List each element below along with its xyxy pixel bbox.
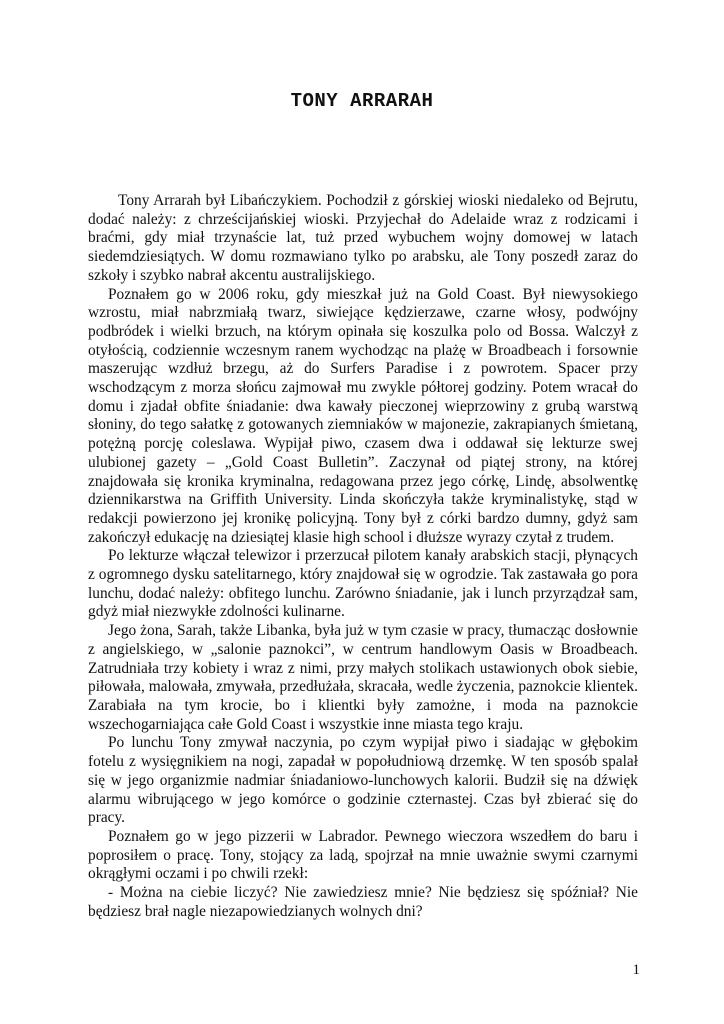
paragraph: Po lunchu Tony zmywał naczynia, po czym wypijał piwo i siadając w głębokim fotelu z wysięgnikiem na nogi, zapadał w popołudniową drzemkę. W ten sposób spalał się w jego organizmie nadmiar śniadaniowo-lunchowych kalorii. Budził się na dźwięk alarmu wibrującego w jego komórce o godzinie czternastej. Czas był zbierać się do pracy. [88, 734, 638, 827]
paragraph: - Można na ciebie liczyć? Nie zawiedziesz mnie? Nie będziesz się spóźniał? Nie będziesz brał nagle niezapowiedzianych wolnych dni? [88, 884, 638, 920]
paragraph: Poznałem go w jego pizzerii w Labrador. Pewnego wieczora wszedłem do baru i poprosiłem o pracę. Tony, stojący za ladą, spojrzał na mnie uważnie swymi czarnymi okrągłymi oczami i po chwili rzekł: [88, 827, 638, 883]
paragraph: Po lekturze włączał telewizor i przerzucał pilotem kanały arabskich stacji, płynących z ogromnego dysku satelitarnego, który znajdował się w ogrodzie. Tak zastawała go pora lunchu, dodać należy: obfitego lunchu. Zarówno śniadanie, jak i lunch przyrządzał sam, gdyż miał niezwykłe zdolności kulinarne. [88, 547, 638, 621]
page-number: 1 [632, 962, 640, 978]
paragraph: Jego żona, Sarah, także Libanka, była już w tym czasie w pracy, tłumacząc dosłownie z angielskiego, w „salonie paznokci”, w centrum handlowym Oasis w Broadbeach. Zatrudniała trzy kobiety i wraz z nimi, przy małych stolikach ustawionych obok siebie, piłowała, malowała, zmywała, przedłużała, skracała, wedle życzenia, paznokcie klientek. Zarabiała na tym krocie, bo i klientki były zamożne, i moda na paznokcie wszechogarniająca całe Gold Coast i wszystkie inne miasta tego kraju. [88, 622, 638, 733]
paragraph: Poznałem go w 2006 roku, gdy mieszkał już na Gold Coast. Był niewysokiego wzrostu, miał nabrzmiałą twarz, siwiejące kędzierzawe, czarne włosy, podwójny podbródek i wielki brzuch, na którym opinała się koszulka polo od Bossa. Walczył z otyłością, codziennie wczesnym ranem wychodząc na plażę w Broadbeach i forsownie maszerując wzdłuż brzegu, aż do Surfers Paradise i z powrotem. Spacer przy wschodzącym z morza słońcu zajmował mu zwykle półtorej godziny. Potem wracał do domu i zjadał obfite śniadanie: dwa kawały pieczonej wieprzowiny z grubą warstwą słoniny, do tego sałatkę z gotowanych ziemniaków w majonezie, zakrapianych śmietaną, potężną porcję coleslawa. Wypijał piwo, czasem dwa i oddawał się lekturze swej ulubionej gazety – „Gold Coast Bulletin”. Zaczynał od piątej strony, na której znajdowała się kronika kryminalna, redagowana przez jego córkę, Lindę, absolwentkę dziennikarstwa na Griffith University. Linda skończyła także kryminalistykę, stąd w redakcji powierzono jej kronikę policyjną. Tony był z córki bardzo dumny, gdyż sam zakończył edukację na dziesiątej klasie high school i dłuższe wyrazy czytał z trudem. [88, 285, 638, 546]
body-text [88, 192, 638, 921]
chapter-title: TONY ARRARAH [290, 90, 434, 112]
paragraph: Tony Arrarah był Libańczykiem. Pochodził z górskiej wioski niedaleko od Bejrutu, dodać należy: z chrześcijańskiej wioski. Przyjechał do Adelaide wraz z rodzicami i braćmi, gdy miał trzynaście lat, tuż przed wybuchem wojny domowej w latach siedemdziesiątych. W domu rozmawiano tylko po arabsku, ale Tony poszedł zaraz do szkoły i szybko nabrał akcentu australijskiego. [88, 192, 638, 284]
